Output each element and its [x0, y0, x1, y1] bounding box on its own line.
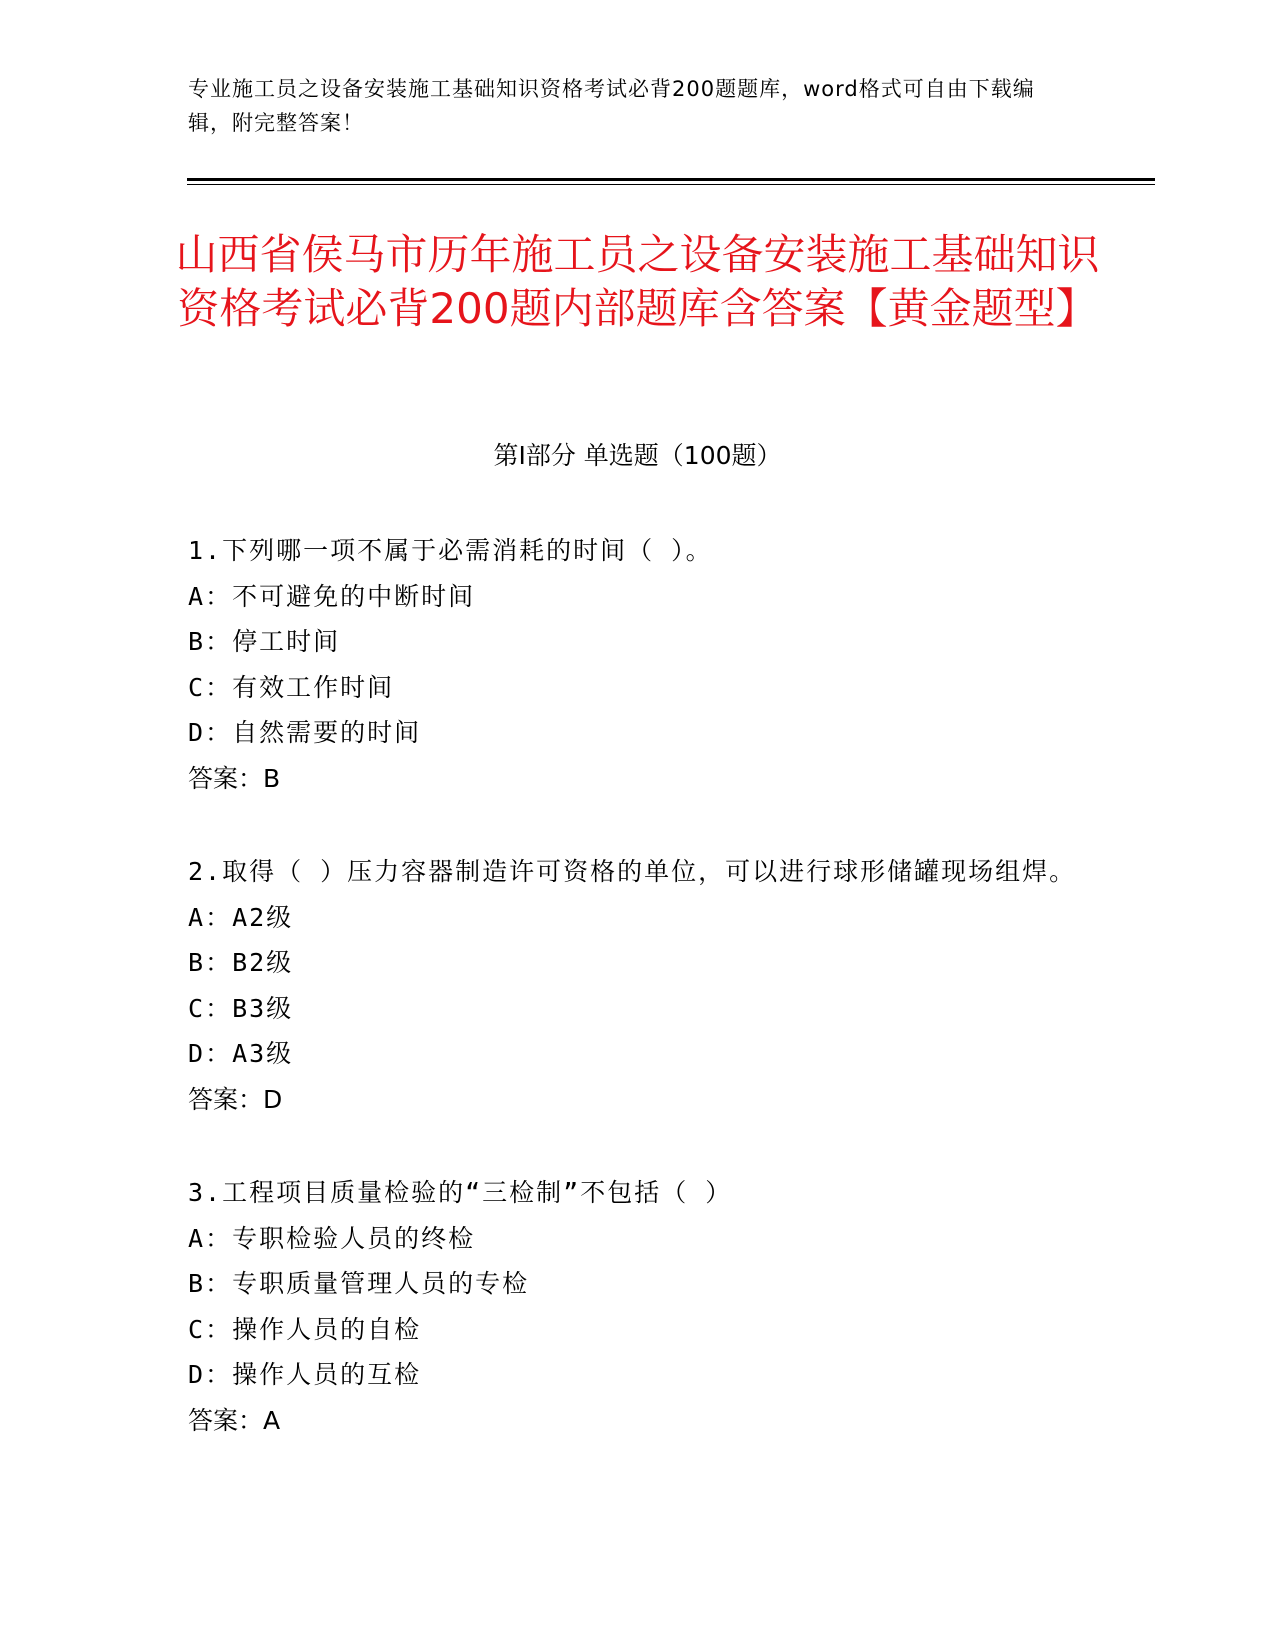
option-letter: B: [188, 1269, 206, 1298]
option-text: 操作人员的互检: [232, 1360, 422, 1389]
answer: 答案：A: [188, 1405, 281, 1435]
section-heading: 第Ⅰ部分 单选题（100题）: [493, 441, 782, 470]
option-a: A：不可避免的中断时间: [188, 581, 476, 611]
option-text: A2级: [232, 902, 294, 932]
option-text: 自然需要的时间: [232, 718, 422, 747]
option-text: 停工时间: [232, 627, 341, 656]
option-c: C：有效工作时间: [188, 672, 395, 702]
question-3: [188, 1170, 1088, 1443]
question-1: [188, 528, 1088, 801]
option-text: 专职检验人员的终检: [232, 1223, 476, 1253]
option-a: A：A2级: [188, 902, 294, 932]
option-c: C：操作人员的自检: [188, 1314, 422, 1344]
question-stem: 1.下列哪一项不属于必需消耗的时间（ ）。: [188, 536, 713, 565]
header-note: 专业施工员之设备安装施工基础知识资格考试必背200题题库，word格式可自由下载编辑，附完整答案！: [188, 77, 1035, 135]
document-title: 山西省侯马市历年施工员之设备安装施工基础知识资格考试必背200题内部题库含答案【黄金题型】: [175, 230, 1100, 333]
option-d: D：操作人员的互检: [188, 1360, 422, 1389]
option-letter: D: [188, 1360, 206, 1389]
option-text: 专职质量管理人员的专检: [232, 1269, 530, 1298]
option-letter: C: [188, 1314, 206, 1344]
option-text: B3级: [232, 993, 294, 1023]
option-b: B：B2级: [188, 948, 294, 977]
option-d: D：自然需要的时间: [188, 718, 422, 747]
option-letter: B: [188, 948, 206, 977]
option-letter: A: [188, 902, 206, 932]
option-text: B2级: [232, 948, 294, 977]
option-text: 有效工作时间: [232, 672, 395, 702]
option-letter: C: [188, 993, 206, 1023]
option-a: A：专职检验人员的终检: [188, 1223, 476, 1253]
option-text: 操作人员的自检: [232, 1314, 422, 1344]
question-stem: 2.取得（ ）压力容器制造许可资格的单位，可以进行球形储罐现场组焊。: [188, 857, 1077, 886]
option-letter: C: [188, 672, 206, 702]
question-stem: 3.工程项目质量检验的“三检制”不包括（ ）: [188, 1178, 733, 1207]
option-letter: A: [188, 1223, 206, 1253]
option-text: 不可避免的中断时间: [232, 581, 476, 611]
option-c: C：B3级: [188, 993, 294, 1023]
option-b: B：专职质量管理人员的专检: [188, 1269, 530, 1298]
option-letter: B: [188, 627, 206, 656]
question-list: [188, 528, 1088, 1491]
answer: 答案：D: [188, 1084, 283, 1114]
answer: 答案：B: [188, 763, 281, 793]
option-d: D：A3级: [188, 1039, 294, 1068]
option-b: B：停工时间: [188, 627, 341, 656]
header-divider-thick: [187, 178, 1155, 181]
option-letter: A: [188, 581, 206, 611]
option-letter: D: [188, 718, 206, 747]
header-divider-thin: [187, 184, 1155, 185]
option-letter: D: [188, 1039, 206, 1068]
option-text: A3级: [232, 1039, 294, 1068]
question-2: [188, 849, 1088, 1122]
